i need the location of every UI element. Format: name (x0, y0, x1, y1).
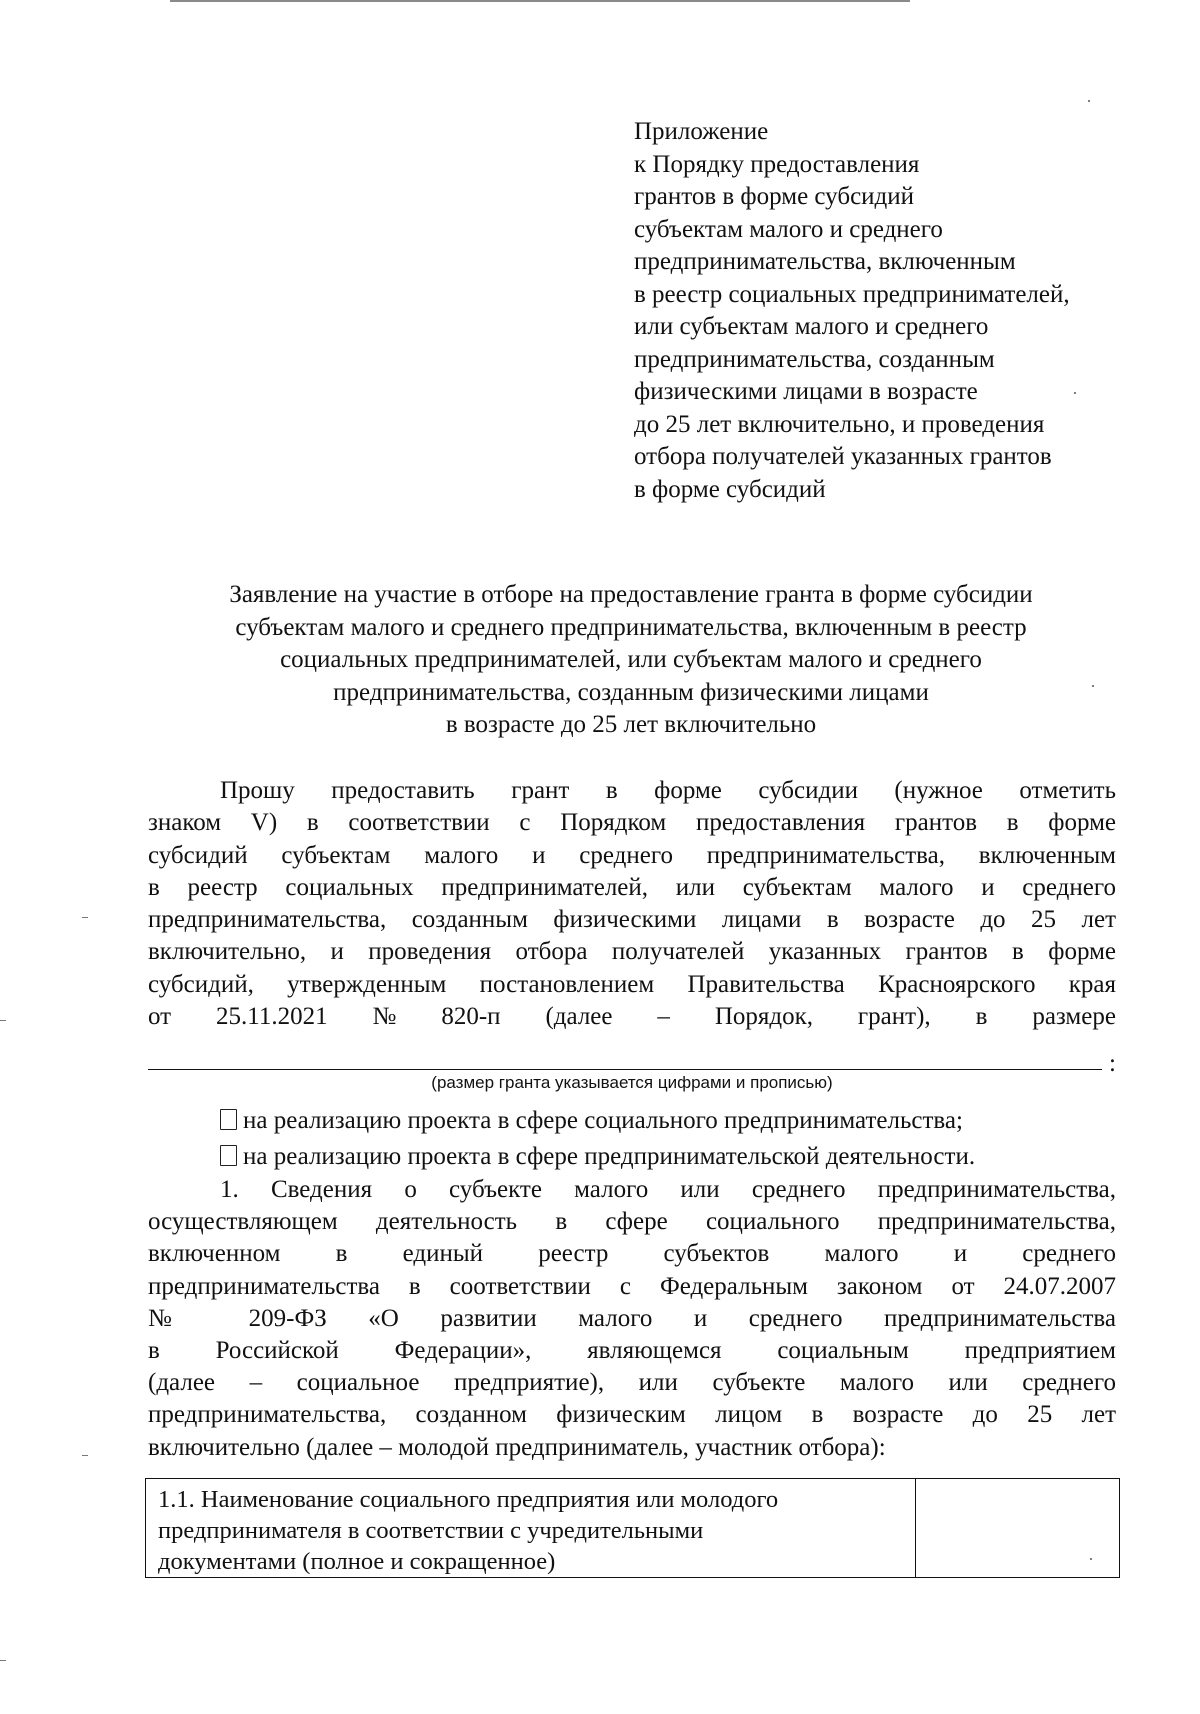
title-line: субъектам малого и среднего предпринимательства, включенным в реестр (235, 613, 1027, 641)
paragraph-line: субсидий, утвержденным постановлением Правительства Красноярского края (148, 970, 1116, 998)
annex-line: в реестр социальных предпринимателей, (634, 280, 1070, 308)
paragraph-line: в Российской Федерации», являющемся социальным предприятием (148, 1337, 1116, 1365)
paragraph-line: включенном в единый реестр субъектов малого и среднего (148, 1240, 1116, 1268)
scan-margin-mark (0, 1660, 6, 1661)
word: 820-п (441, 1003, 501, 1031)
word: № (372, 1003, 397, 1031)
annex-line: предпринимательства, включенным (634, 248, 1016, 275)
table-label-line: документами (полное и сокращенное) (158, 1548, 556, 1575)
scan-top-border (170, 0, 910, 2)
paragraph-line: предпринимательства в соответствии с Федеральным законом от 24.07.2007 (148, 1272, 1116, 1300)
scan-speck (1088, 100, 1090, 102)
paragraph-line: осуществляющем деятельность в сфере социального предпринимательства, (148, 1208, 1116, 1236)
paragraph-line: предпринимательства, созданном физическим лицом в возрасте до 25 лет (148, 1401, 1116, 1429)
scan-margin-mark (82, 917, 88, 918)
paragraph-line: субсидий субъектам малого и среднего предпринимательства, включенным (148, 841, 1116, 869)
paragraph-line: в реестр социальных предпринимателей, или субъектам малого и среднего (148, 873, 1116, 901)
annex-line: предпринимательства, созданным (634, 345, 995, 373)
annex-line: грантов в форме субсидий (634, 183, 915, 210)
annex-heading (634, 116, 1154, 506)
title-line: Заявление на участие в отборе на предоставление гранта в форме субсидии (229, 581, 1033, 608)
title-line: социальных предпринимателей, или субъектам малого и среднего (280, 646, 982, 673)
table-label-line: 1.1. Наименование социального предприятия или молодого (158, 1486, 779, 1513)
title-line: предпринимательства, созданным физическими лицами (333, 678, 929, 706)
paragraph-line: знаком V) в соответствии с Порядком предоставления грантов в форме (148, 809, 1116, 837)
section-1-paragraph (148, 1174, 1116, 1464)
paragraph-line: 1. Сведения о субъекте малого или среднего предпринимательства, (220, 1176, 1116, 1203)
annex-line: физическими лицами в возрасте (634, 378, 978, 405)
checkbox-social-entrepreneurship[interactable] (220, 1109, 237, 1130)
word: Порядок, (714, 1003, 813, 1031)
word: в (975, 1003, 988, 1031)
annex-line: отбора получателей указанных грантов (634, 443, 1052, 470)
paragraph-line: включительно, и проведения отбора получателей указанных грантов в форме (148, 938, 1116, 966)
annex-line: к Порядку предоставления (634, 150, 920, 178)
grant-amount-underline (148, 1069, 1102, 1070)
word: размере (1032, 1003, 1116, 1031)
word: 25.11.2021 (216, 1003, 328, 1031)
checkbox-entrepreneurial-activity[interactable] (220, 1145, 237, 1166)
annex-line: до 25 лет включительно, и проведения (634, 410, 1045, 438)
scan-margin-mark (82, 1455, 88, 1456)
table-label-line: предпринимателя в соответствии с учредительными (158, 1517, 704, 1544)
word: (далее (545, 1003, 613, 1031)
option-label: на реализацию проекта в сфере социального предпринимательства; (243, 1107, 963, 1134)
grant-amount-colon: : (1109, 1050, 1116, 1077)
word: грант), (857, 1003, 931, 1031)
paragraph-line-last: включительно (далее – молодой предприниматель, участник отбора): (148, 1433, 886, 1461)
word: от (148, 1003, 172, 1031)
annex-line: или субъектам малого и среднего (634, 313, 989, 340)
info-table (145, 1478, 1120, 1578)
paragraph-line: (далее – социальное предприятие), или субъекте малого или среднего (148, 1369, 1116, 1397)
annex-line: Приложение (634, 118, 769, 145)
paragraph-line-spread (148, 1001, 1116, 1033)
paragraph-line: № 209-ФЗ «О развитии малого и среднего предпринимательства (148, 1304, 1116, 1332)
annex-line: субъектам малого и среднего (634, 215, 943, 243)
option-entrepreneurial-activity[interactable] (220, 1142, 975, 1172)
table-value-cell[interactable] (917, 1479, 1119, 1577)
title-line: в возрасте до 25 лет включительно (445, 711, 817, 738)
grant-amount-hint: (размер гранта указывается цифрами и прописью) (431, 1073, 833, 1092)
scan-margin-mark (0, 1020, 6, 1021)
option-label: на реализацию проекта в сфере предпринимательской деятельности. (243, 1143, 976, 1170)
paragraph-line: Прошу предоставить грант в форме субсидии (нужное отметить (220, 777, 1116, 804)
word: – (657, 1003, 670, 1031)
table-row-label (146, 1479, 916, 1577)
option-social-entrepreneurship[interactable] (220, 1106, 963, 1136)
request-paragraph (148, 775, 1116, 1033)
document-title (150, 579, 1112, 742)
annex-line: в форме субсидий (634, 475, 826, 503)
paragraph-line: предпринимательства, созданным физическими лицами в возрасте до 25 лет (148, 906, 1116, 934)
